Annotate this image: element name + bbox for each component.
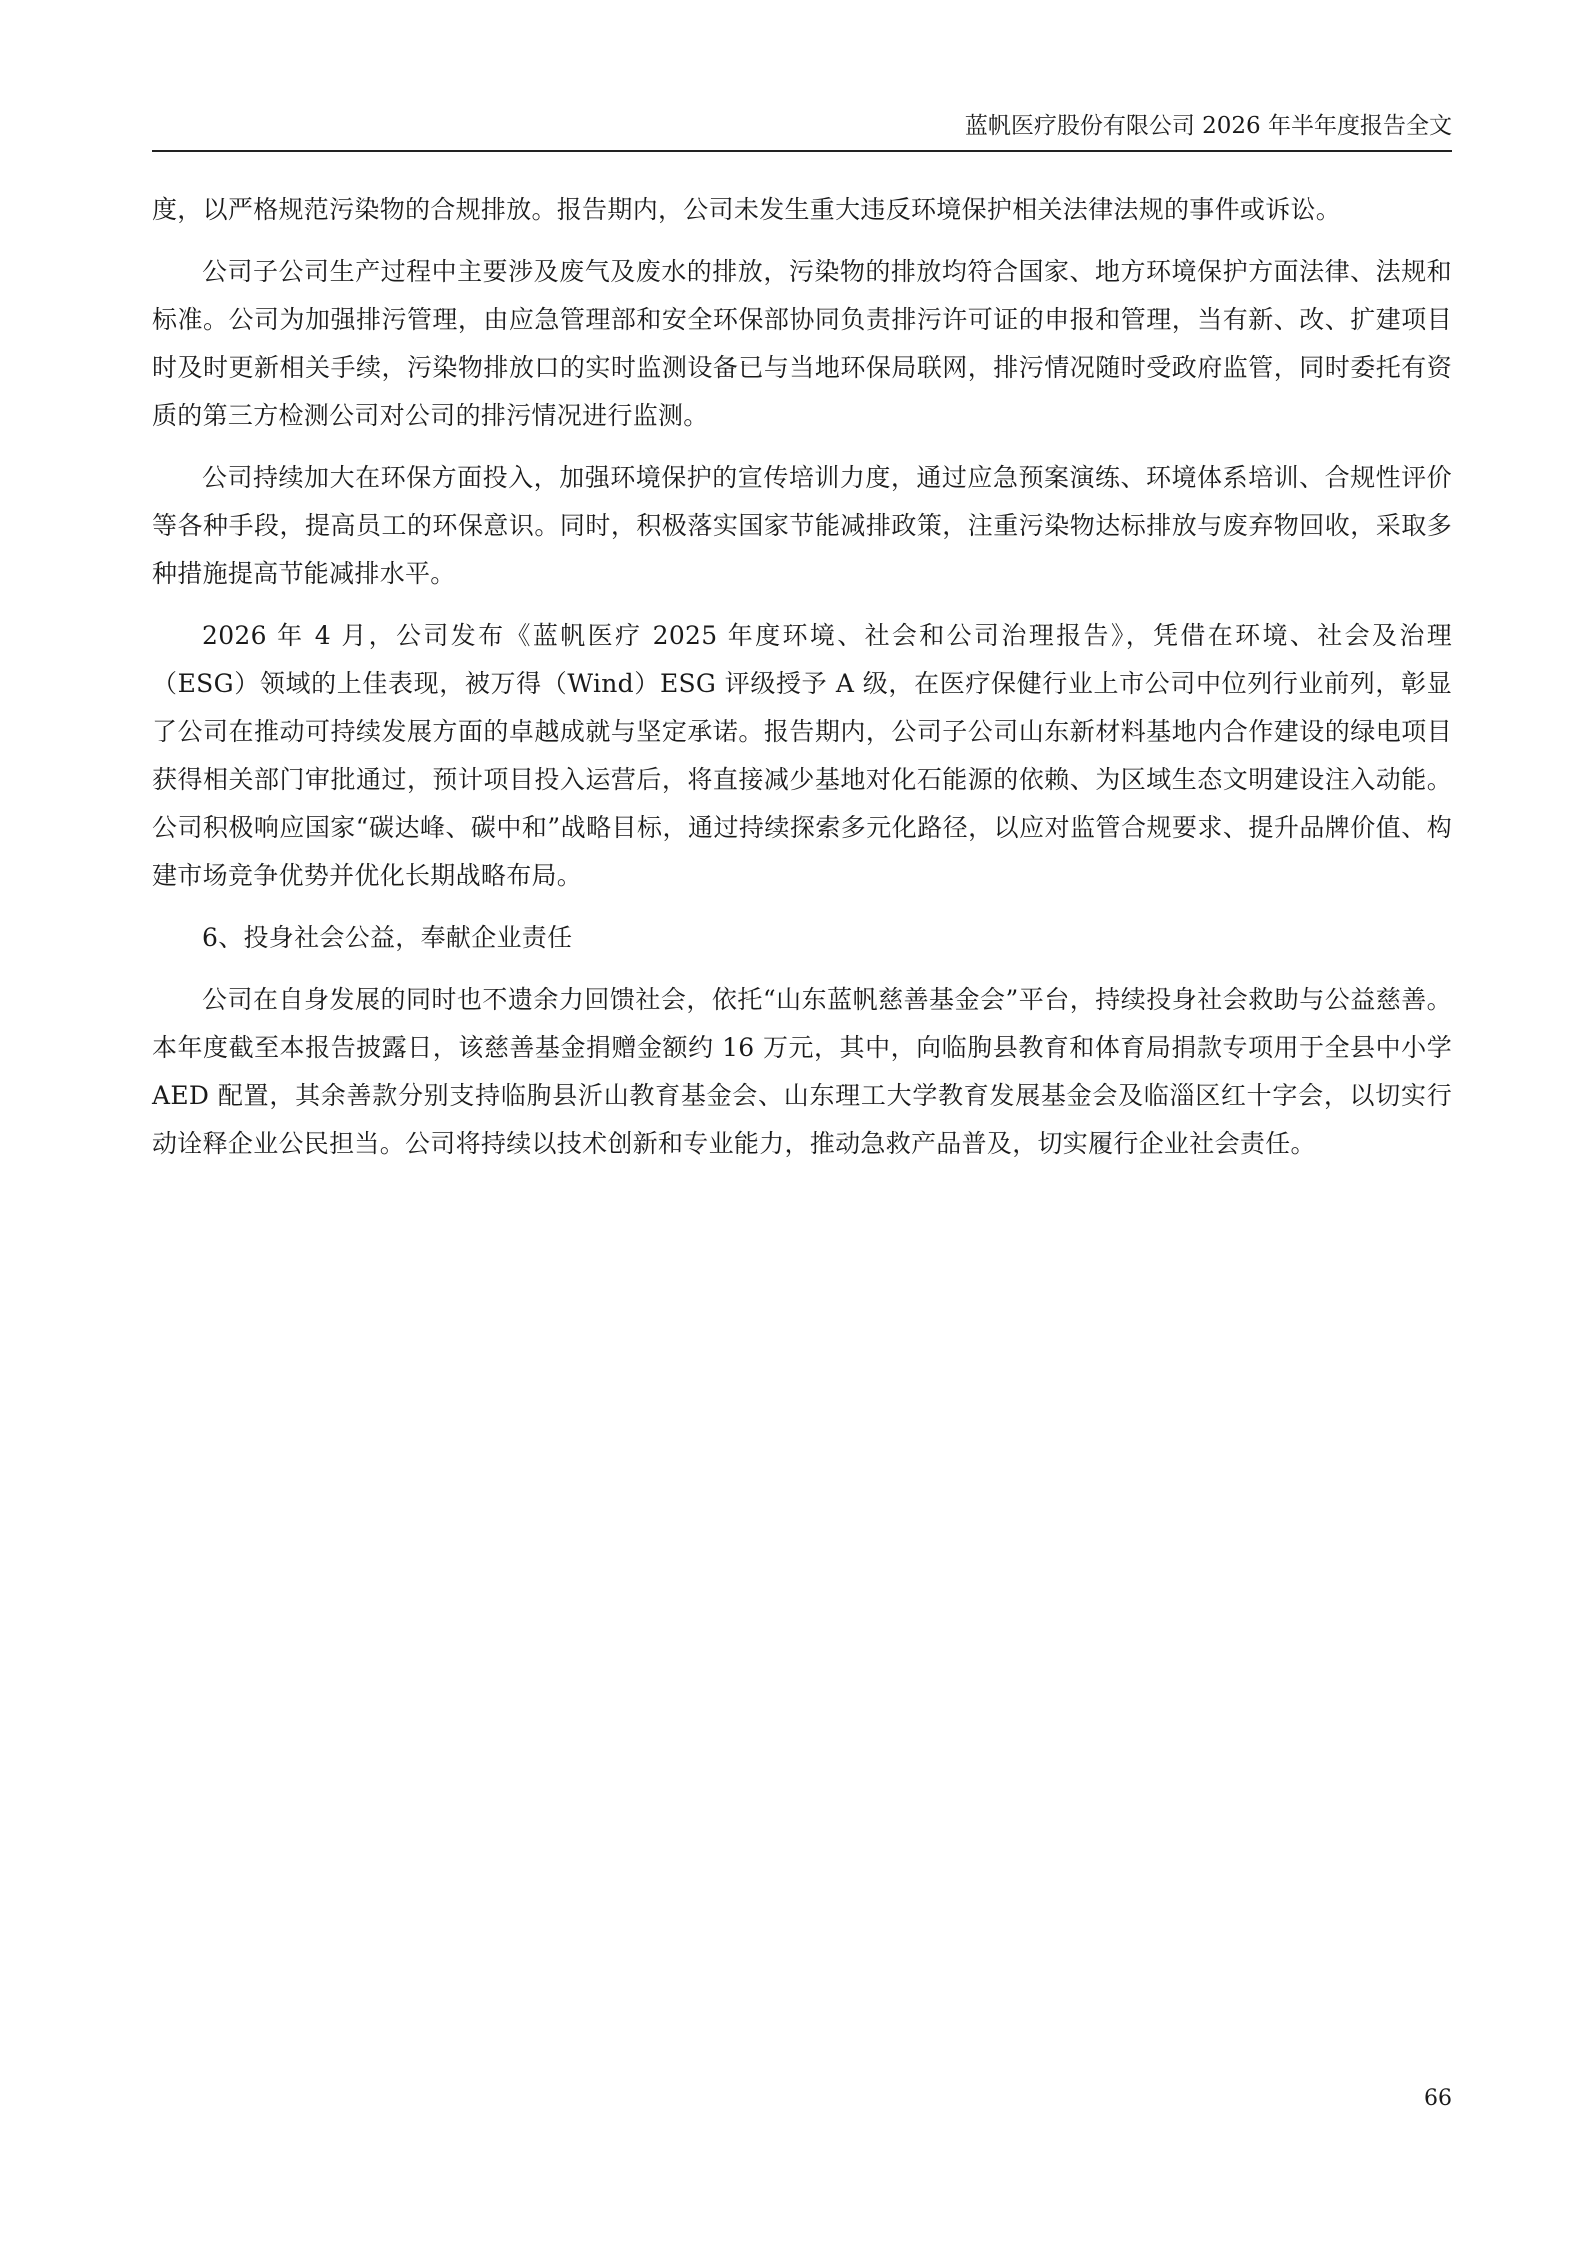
paragraph-environment-compliance: 度，以严格规范污染物的合规排放。报告期内，公司未发生重大违反环境保护相关法律法规的事件或诉讼。 (152, 195, 1342, 224)
header-divider (152, 150, 1452, 152)
document-body (152, 186, 1452, 1182)
section-heading-social-welfare: 6、投身社会公益，奉献企业责任 (202, 923, 573, 952)
paragraph-esg-report: 2026 年 4 月，公司发布《蓝帆医疗 2025 年度环境、社会和公司治理报告》，凭借在环境、社会及治理（ESG）领域的上佳表现，被万得（Wind）ESG 评级授予 A 级，在医疗保健行业上市公司中位列行业前列，彰显了公司在推动可持续发展方面的卓越成就与坚定承诺。报告期内，公司子公司山东新材料基地内合作建设的绿电项目获得相关部门审批通过，预计项目投入运营后，将直接减少基地对化石能源的依赖、为区域生态文明建设注入动能。公司积极响应国家“碳达峰、碳中和”战略目标，通过持续探索多元化路径，以应对监管合规要求、提升品牌价值、构建市场竞争优势并优化长期战略布局。 (152, 621, 1452, 890)
paragraph-emission-management: 公司子公司生产过程中主要涉及废气及废水的排放，污染物的排放均符合国家、地方环境保护方面法律、法规和标准。公司为加强排污管理，由应急管理部和安全环保部协同负责排污许可证的申报和管理，当有新、改、扩建项目时及时更新相关手续，污染物排放口的实时监测设备已与当地环保局联网，排污情况随时受政府监管，同时委托有资质的第三方检测公司对公司的排污情况进行监测。 (152, 257, 1452, 430)
page-header: 蓝帆医疗股份有限公司 2026 年半年度报告全文 (964, 113, 1452, 139)
paragraph-charity: 公司在自身发展的同时也不遗余力回馈社会，依托“山东蓝帆慈善基金会”平台，持续投身社会救助与公益慈善。本年度截至本报告披露日，该慈善基金捐赠金额约 16 万元，其中，向临朐县教育和体育局捐款专项用于全县中小学 AED 配置，其余善款分别支持临朐县沂山教育基金会、山东理工大学教育发展基金会及临淄区红十字会，以切实行动诠释企业公民担当。公司将持续以技术创新和专业能力，推动急救产品普及，切实履行企业社会责任。 (152, 985, 1452, 1158)
page-number: 66 (1424, 2086, 1452, 2111)
paragraph-environmental-investment: 公司持续加大在环保方面投入，加强环境保护的宣传培训力度，通过应急预案演练、环境体系培训、合规性评价等各种手段，提高员工的环保意识。同时，积极落实国家节能减排政策，注重污染物达标排放与废弃物回收，采取多种措施提高节能减排水平。 (152, 463, 1452, 588)
